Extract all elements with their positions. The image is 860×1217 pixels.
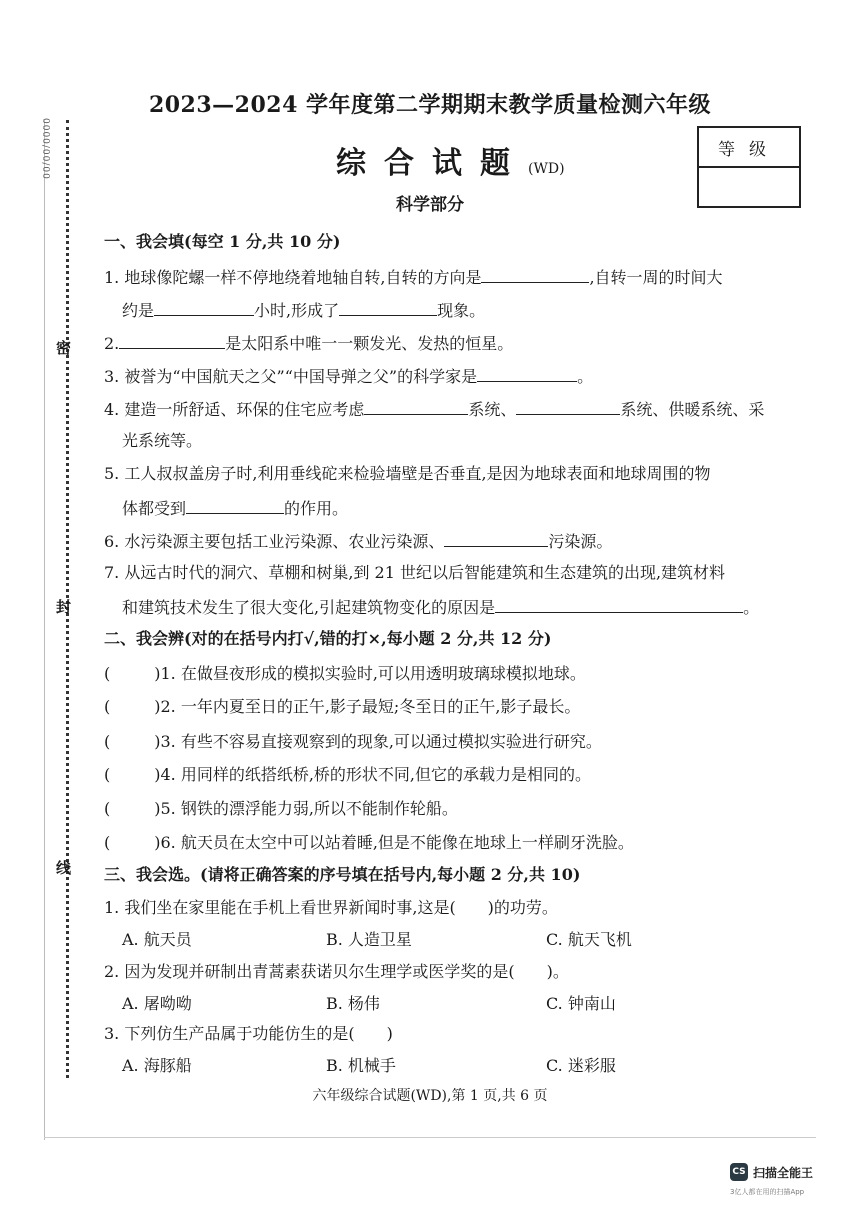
choice-options-2 <box>122 994 616 1014</box>
scanner-logo <box>730 1163 813 1181</box>
answer-blank[interactable] <box>495 596 743 613</box>
answer-blank[interactable] <box>477 365 577 382</box>
seal-label-xian: 线 <box>56 859 72 877</box>
part1-q2: 2. 是太阳系中唯一一颗发光、发热的恒星。 <box>104 334 514 353</box>
judge-item: ( )1. 在做昼夜形成的模拟实验时,可以用透明玻璃球模拟地球。 <box>104 664 586 683</box>
part1-q7-line2: 和建筑技术发生了很大变化,引起建筑物变化的原因是 。 <box>122 598 760 617</box>
choice-options-3 <box>122 1056 616 1076</box>
answer-blank[interactable] <box>364 398 468 415</box>
choice-option[interactable]: C. 迷彩服 <box>546 1056 616 1075</box>
grade-label: 等级 <box>699 128 799 168</box>
section-title: 科学部分 <box>396 195 464 215</box>
answer-blank[interactable] <box>516 398 620 415</box>
choice-option[interactable]: B. 杨伟 <box>326 994 380 1013</box>
choice-question-2: 2. 因为发现并研制出青蒿素获诺贝尔生理学或医学奖的是( )。 <box>104 962 569 981</box>
choice-option[interactable]: C. 钟南山 <box>546 994 616 1013</box>
choice-option[interactable]: A. 航天员 <box>122 930 192 949</box>
part1-q1-line2: 约是 小时,形成了 现象。 <box>122 301 486 320</box>
judge-item: ( )5. 钢铁的漂浮能力弱,所以不能制作轮船。 <box>104 799 458 818</box>
choice-option[interactable]: B. 人造卫星 <box>326 930 412 949</box>
answer-blank[interactable] <box>444 530 548 547</box>
seal-label-mi: 密 <box>56 339 72 357</box>
main-title <box>336 138 565 182</box>
choice-option[interactable]: A. 屠呦呦 <box>122 994 192 1013</box>
part1-q7-line1: 7. 从远古时代的洞穴、草棚和树巢,到 21 世纪以后智能建筑和生态建筑的出现,建筑材料 <box>104 563 726 582</box>
part1-heading: 一、我会填(每空 1 分,共 10 分) <box>104 232 341 251</box>
binding-rule <box>44 120 45 1140</box>
judge-item: ( )2. 一年内夏至日的正午,影子最短;冬至日的正午,影子最长。 <box>104 697 581 716</box>
choice-question-3: 3. 下列仿生产品属于功能仿生的是( ) <box>104 1024 393 1043</box>
choice-option[interactable]: C. 航天飞机 <box>546 930 632 949</box>
scanner-app-name: 扫描全能王 <box>753 1165 814 1180</box>
answer-blank[interactable] <box>339 299 437 316</box>
corner-mark: 0000/00/00 <box>40 118 50 180</box>
answer-blank[interactable] <box>154 299 254 316</box>
bottom-rule <box>44 1137 816 1138</box>
judge-item: ( )4. 用同样的纸搭纸桥,桥的形状不同,但它的承载力是相同的。 <box>104 765 592 784</box>
answer-blank[interactable] <box>481 266 589 283</box>
part1-q3: 3. 被誉为“中国航天之父”“中国导弹之父”的科学家是 。 <box>104 367 594 386</box>
choice-question-1: 1. 我们坐在家里能在手机上看世界新闻时事,这是( )的功劳。 <box>104 898 558 917</box>
camscanner-icon: CS <box>730 1163 748 1181</box>
answer-blank[interactable] <box>119 332 225 349</box>
choice-option[interactable]: B. 机械手 <box>326 1056 396 1075</box>
choice-options-1 <box>122 930 632 950</box>
part1-q5-line2: 体都受到 的作用。 <box>122 499 349 518</box>
part1-q6: 6. 水污染源主要包括工业污染源、农业污染源、 污染源。 <box>104 532 613 551</box>
part1-q4-line2: 光系统等。 <box>122 431 203 450</box>
main-title-text: 综合试题 <box>336 146 528 181</box>
page-footer: 六年级综合试题(WD),第 1 页,共 6 页 <box>312 1088 548 1104</box>
part1-q1-line1: 1. 地球像陀螺一样不停地绕着地轴自转,自转的方向是 ,自转一周的时间大 <box>104 268 723 287</box>
part1-q4-line1: 4. 建造一所舒适、环保的住宅应考虑 系统、 系统、供暖系统、采 <box>104 400 765 419</box>
seal-label-feng: 封 <box>56 598 72 616</box>
part1-q5-line1: 5. 工人叔叔盖房子时,利用垂线砣来检验墙壁是否垂直,是因为地球表面和地球周围的物 <box>104 464 711 483</box>
part2-heading: 二、我会辨(对的在括号内打√,错的打×,每小题 2 分,共 12 分) <box>104 629 552 648</box>
grade-box[interactable] <box>697 126 801 208</box>
exam-title: 2023—2024 学年度第二学期期末教学质量检测六年级 <box>148 92 712 118</box>
part3-heading: 三、我会选。(请将正确答案的序号填在括号内,每小题 2 分,共 10) <box>104 865 581 884</box>
answer-blank[interactable] <box>186 497 284 514</box>
scanner-tagline: 3亿人都在用的扫描App <box>730 1188 805 1196</box>
judge-item: ( )6. 航天员在太空中可以站着睡,但是不能像在地球上一样刷牙洗脸。 <box>104 833 634 852</box>
choice-option[interactable]: A. 海豚船 <box>122 1056 192 1075</box>
judge-item: ( )3. 有些不容易直接观察到的现象,可以通过模拟实验进行研究。 <box>104 732 602 751</box>
main-title-suffix: (WD) <box>528 161 565 177</box>
